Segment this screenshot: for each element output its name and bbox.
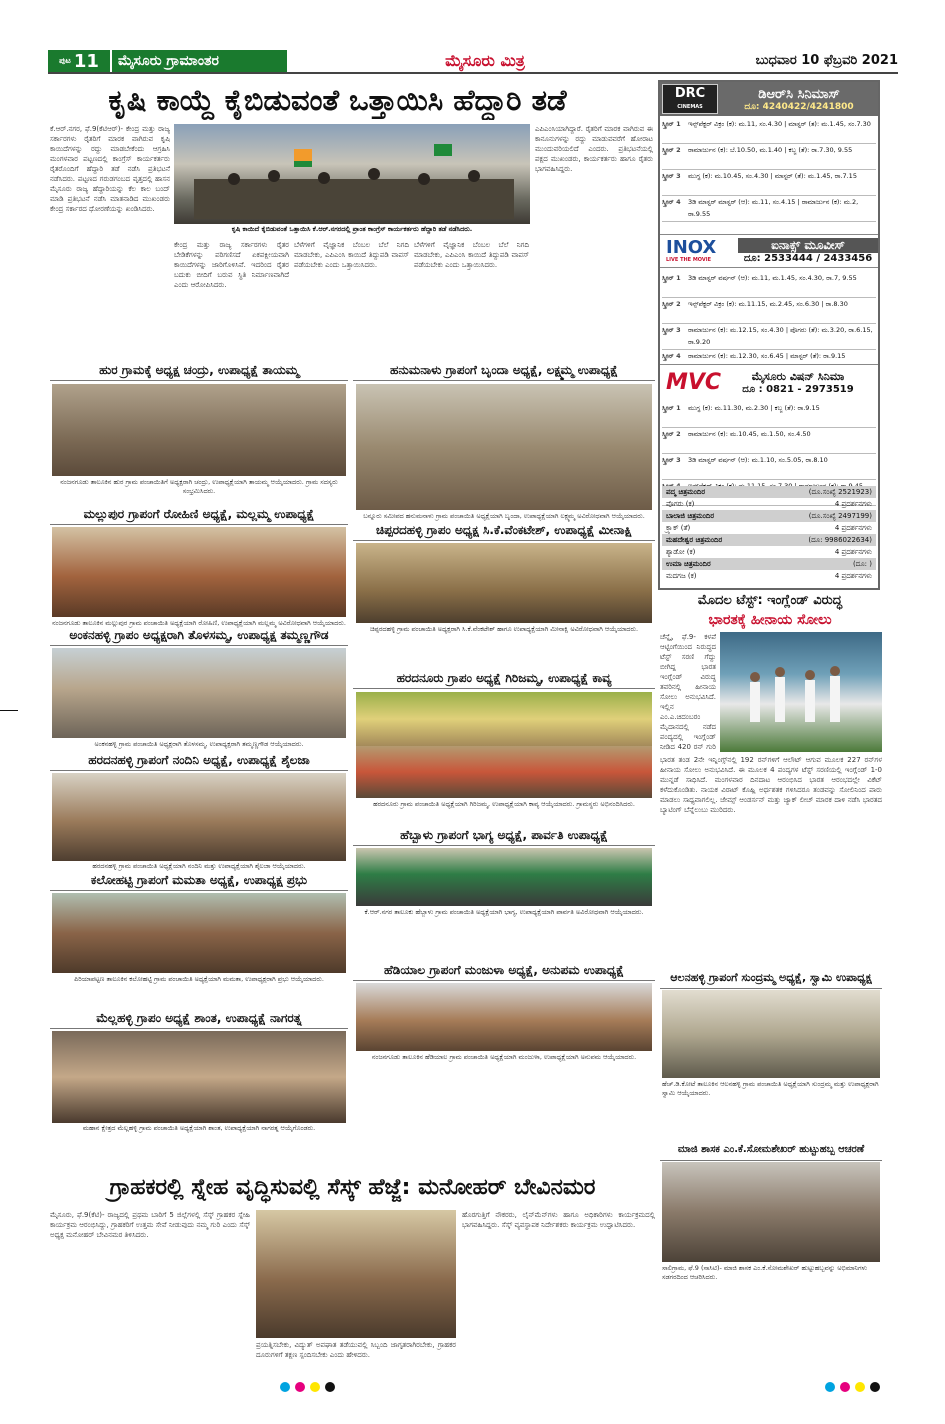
story10-photo	[356, 983, 652, 1051]
show-times: ರಾಮಾರ್ಜುನ (ಕ): ಬೆ.10.50, ಮ.1.40 | ಕಬ್ಜ (ತೆ): ರಾ.7.30, 9.55	[688, 146, 853, 154]
inox-logo	[660, 239, 738, 263]
drc-logo-sub: CINEMAS	[677, 104, 703, 110]
yellow-mark	[310, 1382, 320, 1392]
crop-mark	[0, 710, 18, 711]
black-mark	[325, 1382, 335, 1392]
sport-photo	[720, 632, 882, 752]
lead-col1: ಕೆ.ಆರ್.ನಗರ, ಫೆ.9(ಕೆಟಿಆರ್)- ಕೇಂದ್ರ ಮತ್ತು ರಾಜ್ಯ ಸರ್ಕಾರಗಳು ರೈತರಿಗೆ ಮಾರಕ ವಾಗಿರುವ ಕೃಷಿ ಕಾಯಿದೆಗಳನ್ನು ರದ್ದು ಮಾಡಬೇಕೆಂದು ಆಗ್ರಹಿಸಿ ಮಂಗಳವಾರ ಪಟ್ಟಣದಲ್ಲಿ ಕಾಂಗ್ರೆಸ್ ಕಾರ್ಯಕರ್ತರು ರೈತರೊಂದಿಗೆ ಹೆದ್ದಾರಿ ತಡೆ ನಡೆಸಿ ಪ್ರತಿಭಟನೆ ನಡೆಸಿದರು. ಪಟ್ಟಣದ ಗರುಡಗಂಬದ ವೃತ್ತದಲ್ಲಿ ಹಾಸನ ಮೈಸೂರು ರಾಜ್ಯ ಹೆದ್ದಾರಿಯನ್ನು ಕೆಲ ಕಾಲ ಬಂದ್ ಮಾಡಿ ಪ್ರತಿಭಟನೆ ನಡೆಸಿ ಮಾತನಾಡಿದ ಮುಖಂಡರು ಕೇಂದ್ರ ಸರ್ಕಾರದ ಧೋರಣೆಯನ್ನು ಖಂಡಿಸಿದರು.	[50, 125, 170, 213]
registration-marks-left	[280, 1382, 335, 1392]
story1-headline: ಹುರ ಗ್ರಾಮಕ್ಕೆ ಅಧ್ಯಕ್ಷ ಚಂದ್ರು, ಉಪಾಧ್ಯಕ್ಷೆ ತಾಯಮ್ಮ	[50, 360, 348, 381]
story11-photo	[52, 1031, 346, 1123]
story6-photo	[356, 692, 652, 746]
story7-caption: ಹರದನಹಳ್ಳಿ ಗ್ರಾಮ ಪಂಚಾಯಿತಿ ಅಧ್ಯಕ್ಷೆಯಾಗಿ ನಂದಿನಿ ಮತ್ತು ಉಪಾಧ್ಯಕ್ಷೆಯಾಗಿ ಶೈಲಜಾ ಆಯ್ಕೆಯಾದರು.	[92, 862, 306, 870]
issue-date: ಬುಧವಾರ 10 ಫೆಬ್ರವರಿ 2021	[755, 53, 898, 68]
inox-title: ಐನಾಕ್ಸ್ ಮೂವೀಸ್	[738, 238, 878, 253]
inox-tagline: LIVE THE MOVIE	[666, 257, 712, 263]
schedule-row	[662, 144, 876, 170]
story8-caption: ಕೆ.ಆರ್.ನಗರ ತಾಲೂಕು ಹೆಬ್ಬಾಳು ಗ್ರಾಮ ಪಂಚಾಯಿತಿ ಅಧ್ಯಕ್ಷೆಯಾಗಿ ಭಾಗ್ಯ, ಉಪಾಧ್ಯಕ್ಷೆಯಾಗಿ ಪಾರ್ವತಿ ಅವಿರೋಧವಾಗಿ ಆಯ್ಕೆಯಾದರು.	[364, 908, 644, 916]
theatre-name: ಬಾಲಾಜಿ ಚಿತ್ರಮಂದಿರ	[666, 512, 715, 520]
story6-photo-2	[356, 746, 652, 798]
schedule-row	[662, 170, 876, 196]
theatre-phone: (ದೂ.ಸಂಖ್ಯೆ 2497199)	[808, 512, 872, 520]
story4-photo	[356, 543, 652, 623]
schedule-row	[662, 196, 876, 222]
yellow-mark	[855, 1382, 865, 1392]
story12-caption: ಹೆಚ್.ಡಿ.ಕೋಟೆ ತಾಲೂಕಿನ ಆಲನಹಳ್ಳಿ ಗ್ರಾಮ ಪಂಚಾಯಿತಿ ಅಧ್ಯಕ್ಷೆಯಾಗಿ ಸುಂದ್ರಮ್ಮ ಮತ್ತು ಉಪಾಧ್ಯಕ್ಷರಾಗಿ ಸ್ವಾಮಿ ಆಯ್ಕೆಯಾದರು.	[662, 1080, 879, 1097]
lead-col3: ಬೆಳೆಗಳಿಗೆ ವೈಜ್ಞಾನಿಕ ಬೆಂಬಲ ಬೆಲೆ ನಿಗದಿ ಮಾಡಬೇಕು, ಎಪಿಎಂಸಿ ಕಾಯಿದೆ ತಿದ್ದುಪಡಿ ವಾಪಸ್ ಪಡೆಯಬೇಕು ಎಂದು ಒತ್ತಾಯಿಸಿದರು.	[294, 241, 409, 269]
lead-headline: ಕೃಷಿ ಕಾಯ್ದೆ ಕೈಬಿಡುವಂತೆ ಒತ್ತಾಯಿಸಿ ಹೆದ್ದಾರಿ ತಡೆ	[108, 83, 567, 117]
lead-col3b: ಬೆಳೆಗಳಿಗೆ ವೈಜ್ಞಾನಿಕ ಬೆಂಬಲ ಬೆಲೆ ನಿಗದಿ ಮಾಡಬೇಕು, ಎಪಿಎಂಸಿ ಕಾಯಿದೆ ತಿದ್ದುಪಡಿ ವಾಪಸ್ ಪಡೆಯಬೇಕು ಎಂದು ಒತ್ತಾಯಿಸಿದರು.	[414, 241, 529, 269]
schedule-row	[662, 428, 876, 454]
story10-caption: ನಂಜನಗೂಡು ತಾಲೂಕಿನ ಹೆಡಿಯಾಲ ಗ್ರಾಮ ಪಂಚಾಯಿತಿ ಅಧ್ಯಕ್ಷೆಯಾಗಿ ಮಂಜುಳಾ, ಉಪಾಧ್ಯಕ್ಷೆಯಾಗಿ ಅನುಪಮ ಆಯ್ಕೆಯಾದರು.	[371, 1053, 637, 1061]
section-title: ಮೈಸೂರು ಗ್ರಾಮಾಂತರ	[112, 50, 287, 72]
story12-headline: ಆಲನಹಳ್ಳಿ ಗ್ರಾಪಂಗೆ ಸುಂದ್ರಮ್ಮ ಅಧ್ಯಕ್ಷೆ, ಸ್ವಾಮಿ ಉಪಾಧ್ಯಕ್ಷ	[660, 968, 882, 989]
bottom-col2: ಪ್ರಯತ್ನಿಸಬೇಕು, ವಿದ್ಯುತ್ ಅಪಘಾತ ತಡೆಯುವಲ್ಲಿ ಸಿಬ್ಬಂದಿ ಜಾಗೃತರಾಗಿರಬೇಕು, ಗ್ರಾಹಕರ ದೂರುಗಳಿಗೆ ತಕ್ಷಣ ಸ್ಪಂದಿಸಬೇಕು ಎಂದು ಹೇಳಿದರು.	[256, 1341, 456, 1359]
screen-label: ಸ್ಕ್ರೀನ್ 2	[662, 300, 681, 308]
movie-title: ಮದಗಜ (ಕ)	[666, 572, 697, 580]
sport-body: ಭಾರತ ತಂಡ 2ನೇ ಇನ್ನಿಂಗ್ಸ್‌ನಲ್ಲಿ 192 ರನ್‌ಗಳಿಗೆ ಆಲೌಟ್ ಆಗುವ ಮೂಲಕ 227 ರನ್‌ಗಳ ಹೀನಾಯ ಸೋಲು ಅನುಭವಿಸಿದೆ. ಈ ಮೂಲಕ 4 ಪಂದ್ಯಗಳ ಟೆಸ್ಟ್ ಸರಣಿಯಲ್ಲಿ ಇಂಗ್ಲೆಂಡ್ 1-0 ಮುನ್ನಡೆ ಸಾಧಿಸಿದೆ. ಮಂಗಳವಾರ ದಿನದಾಟ ಆರಂಭಿಸಿದ ಭಾರತ ಆರಂಭದಲ್ಲೇ ವಿಕೆಟ್ ಕಳೆದುಕೊಂಡಿತು. ನಾಯಕ ವಿರಾಟ್ ಕೊಹ್ಲಿ ಅರ್ಧಶತಕ ಗಳಿಸಿದರೂ ತಂಡವನ್ನು ಸೋಲಿನಿಂದ ಪಾರು ಮಾಡಲು ಸಾಧ್ಯವಾಗಲಿಲ್ಲ. ಜೇಮ್ಸ್ ಆಂಡರ್ಸನ್ ಮತ್ತು ಜ್ಯಾಕ್ ಲೀಚ್ ಮಾರಕ ದಾಳಿ ನಡೆಸಿ ಭಾರತದ ಬ್ಯಾಟಿಂಗ್ ಬೆನ್ನೆಲುಬು ಮುರಿದರು.	[660, 756, 882, 814]
screen-label: ಸ್ಕ್ರೀನ್ 4	[662, 198, 681, 206]
theatre-name-row	[662, 558, 876, 570]
lead-photo-caption: ಕೃಷಿ ಕಾಯಿದೆ ಕೈಬಿಡುವಂತೆ ಒತ್ತಾಯಿಸಿ ಕೆ.ಆರ್.ನಗರದಲ್ಲಿ ಪ್ರಾಂತ ಕಾಂಗ್ರೆಸ್ ಕಾರ್ಯಕರ್ತರು ಹೆದ್ದಾರಿ ತಡೆ ನಡೆಸಿದರು.	[231, 225, 473, 233]
screen-label: ಸ್ಕ್ರೀನ್ 3	[662, 172, 681, 180]
show-times: ರಾಮಾರ್ಜುನ (ಕ): ಮ.12.15, ಸಂ.4.30 | ಪೊಗರು (ತೆ): ಮ.3.20, ರಾ.6.15, ರಾ.9.20	[688, 326, 873, 346]
theatre-phone: (ದೂ: 9986022634)	[808, 536, 872, 544]
story2-photo	[356, 384, 652, 510]
mvc-phone: ದೂ : 0821 - 2973519	[742, 384, 854, 395]
story8-headline: ಹೆಬ್ಬಾಳು ಗ್ರಾಪಂಗೆ ಭಾಗ್ಯ ಅಧ್ಯಕ್ಷೆ, ಪಾರ್ವತಿ ಉಪಾಧ್ಯಕ್ಷೆ	[353, 825, 655, 846]
story9-caption: ಪಿರಿಯಾಪಟ್ಟಣ ತಾಲೂಕಿನ ಕಲೋಹಟ್ಟಿ ಗ್ರಾಮ ಪಂಚಾಯಿತಿ ಅಧ್ಯಕ್ಷೆಯಾಗಿ ಮಮತಾ, ಉಪಾಧ್ಯಕ್ಷರಾಗಿ ಪ್ರಭು ಆಯ್ಕೆಯಾದರು.	[74, 975, 324, 983]
story6-headline: ಹರದನೂರು ಗ್ರಾಪಂ ಅಧ್ಯಕ್ಷೆ ಗಿರಿಜಮ್ಮ, ಉಪಾಧ್ಯಕ್ಷೆ ಕಾವ್ಯ	[353, 668, 655, 689]
story4-caption: ಚಿಪ್ಪರದಹಳ್ಳಿ ಗ್ರಾಮ ಪಂಚಾಯಿತಿ ಅಧ್ಯಕ್ಷರಾಗಿ ಸಿ.ಕೆ.ವೆಂಕಟೇಶ್ ಹಾಗೂ ಉಪಾಧ್ಯಕ್ಷೆಯಾಗಿ ಮೀನಾಕ್ಷಿ ಅವಿರೋಧವಾಗಿ ಆಯ್ಕೆಯಾದರು.	[369, 625, 639, 633]
drc-header	[660, 82, 878, 116]
story11-headline: ಮೆಲ್ಲಹಳ್ಳಿ ಗ್ರಾಪಂ ಅಧ್ಯಕ್ಷೆ ಶಾಂತ, ಉಪಾಧ್ಯಕ್ಷೆ ನಾಗರತ್ನ	[50, 1008, 348, 1029]
show-count: 4 ಪ್ರದರ್ಶನಗಳು	[834, 500, 872, 508]
mvc-schedule	[662, 402, 876, 482]
theatre-list	[662, 486, 876, 586]
theatre-phone: (ದೂ.ಸಂಖ್ಯೆ 2521923)	[808, 488, 872, 496]
mvc-title: ಮೈಸೂರು ವಿಷನ್ ಸಿನಿಮಾ	[751, 370, 845, 383]
story2-caption: ಬನ್ನೂರು ಸಮೀಪದ ಹನುಮನಾಳು ಗ್ರಾಮ ಪಂಚಾಯಿತಿ ಅಧ್ಯಕ್ಷೆಯಾಗಿ ಬೃಂದಾ, ಉಪಾಧ್ಯಕ್ಷೆಯಾಗಿ ಲಕ್ಷ್ಮಮ್ಮ ಅವಿರೋಧವಾಗಿ ಆಯ್ಕೆಯಾದರು.	[363, 512, 645, 520]
masthead-brand: ಮೈಸೂರು ಮಿತ್ರ	[445, 51, 525, 70]
show-times: 3ಡಿ ಮಾಸ್ಟರ್ ವರ್ಷನ್ (ಆ): ಮ.1.10, ಸಂ.5.05, ರಾ.8.10	[688, 456, 828, 464]
black-mark	[870, 1382, 880, 1392]
screen-label: ಸ್ಕ್ರೀನ್ 3	[662, 456, 681, 464]
theatre-name-row	[662, 534, 876, 546]
movie-title: ಪೊಗರು (ಕ)	[666, 500, 695, 508]
theatre-phone: (ದೂ: )	[852, 560, 872, 568]
story2-headline: ಹನುಮನಾಳು ಗ್ರಾಪಂಗೆ ಬೃಂದಾ ಅಧ್ಯಕ್ಷೆ, ಲಕ್ಷ್ಮಮ್ಮ ಉಪಾಧ್ಯಕ್ಷೆ	[353, 360, 655, 381]
schedule-row	[662, 402, 876, 428]
schedule-row	[662, 454, 876, 480]
movie-title: ಶ್ಯಾಡೋ (ಕ)	[666, 548, 696, 556]
bottom-photo	[256, 1210, 456, 1338]
story7-headline: ಹರದನಹಳ್ಳಿ ಗ್ರಾಪಂಗೆ ನಂದಿನಿ ಅಧ್ಯಕ್ಷೆ, ಉಪಾಧ್ಯಕ್ಷೆ ಶೈಲಜಾ	[50, 750, 348, 771]
story3-caption: ನಂಜನಗೂಡು ತಾಲೂಕಿನ ಮಲ್ಲುಪುರ ಗ್ರಾಮ ಪಂಚಾಯಿತಿ ಅಧ್ಯಕ್ಷೆಯಾಗಿ ರೋಹಿಣಿ, ಉಪಾಧ್ಯಕ್ಷೆಯಾಗಿ ಮಲ್ಲಮ್ಮ ಅವಿರೋಧವಾಗಿ ಆಯ್ಕೆಯಾದರು.	[52, 619, 346, 627]
theatre-name: ಮಹದೇಶ್ವರ ಚಿತ್ರಮಂದಿರ	[666, 536, 723, 544]
page-number	[48, 50, 110, 72]
story7-photo	[52, 773, 346, 861]
story13-photo	[662, 1162, 880, 1262]
screen-label: ಸ್ಕ್ರೀನ್ 1	[662, 120, 681, 128]
inox-header	[660, 234, 878, 268]
bottom-headline: ಗ್ರಾಹಕರಲ್ಲಿ ಸ್ನೇಹ ವೃದ್ಧಿಸುವಲ್ಲಿ ಸೆಸ್ಕ್ ಹೆಜ್ಜೆ: ಮನೋಹರ್ ಬೇವಿನಮರ	[109, 1175, 596, 1200]
story4-headline: ಚಿಪ್ಪರದಹಳ್ಳಿ ಗ್ರಾಪಂ ಅಧ್ಯಕ್ಷ ಸಿ.ಕೆ.ವೆಂಕಟೇಶ್, ಉಪಾಧ್ಯಕ್ಷೆ ಮೀನಾಕ್ಷಿ	[353, 520, 655, 541]
show-times: ಇನ್ಸ್‌ಪೆಕ್ಟರ್ ವಿಕ್ರಂ (ಕ): ಮ.11.15, ಮ.2.45, ಸಂ.6.30 | ರಾ.8.30	[688, 300, 848, 308]
story5-caption: ಅಂಕನಹಳ್ಳಿ ಗ್ರಾಮ ಪಂಚಾಯಿತಿ ಅಧ್ಯಕ್ಷರಾಗಿ ತೊಳಸಮ್ಮ, ಉಪಾಧ್ಯಕ್ಷರಾಗಿ ತಮ್ಮಣ್ಣಗೌಡ ಆಯ್ಕೆಯಾದರು.	[94, 740, 304, 748]
story11-caption: ಮಹಾನ ಕ್ಷೇತ್ರದ ಮೆಲ್ಲಹಳ್ಳಿ ಗ್ರಾಮ ಪಂಚಾಯಿತಿ ಅಧ್ಯಕ್ಷೆಯಾಗಿ ಶಾಂತ, ಉಪಾಧ್ಯಕ್ಷೆಯಾಗಿ ನಾಗರತ್ನ ಆಯ್ಕೆಗೊಂಡರು.	[82, 1124, 316, 1132]
screen-label: ಸ್ಕ್ರೀನ್ 1	[662, 404, 681, 412]
inox-logo-text: INOX	[666, 237, 717, 258]
theatre-movie-row	[662, 498, 876, 510]
show-times: 3ಡಿ ಮಾಸ್ಟರ್ ಮಾಸ್ಟರ್ (ಆ): ಮ.11, ಸಂ.4.15 | ರಾಮಾರ್ಜುನ (ಕ): ಮ.2, ರಾ.9.55	[688, 198, 859, 218]
schedule-row	[662, 324, 876, 350]
bottom-col3: ಹೊರಗುತ್ತಿಗೆ ನೌಕರರು, ಲೈನ್‌ಮೆನ್‌ಗಳು ಹಾಗೂ ಅಧಿಕಾರಿಗಳು ಕಾರ್ಯಕ್ರಮದಲ್ಲಿ ಭಾಗವಹಿಸಿದ್ದರು. ಸೆಸ್ಕ್ ವ್ಯವಸ್ಥಾಪಕ ನಿರ್ದೇಶಕರು ಕಾರ್ಯಕ್ರಮ ಉದ್ಘಾಟಿಸಿದರು.	[462, 1211, 655, 1229]
drc-title: ಡಿಆರ್‌ಸಿ ಸಿನಿಮಾಸ್	[758, 86, 840, 102]
sport-headline-2: ಭಾರತಕ್ಕೆ ಹೀನಾಯ ಸೋಲು	[708, 612, 832, 628]
theatre-name-row	[662, 486, 876, 498]
story3-headline: ಮಲ್ಲುಪುರ ಗ್ರಾಪಂಗೆ ರೋಹಿಣಿ ಅಧ್ಯಕ್ಷೆ, ಮಲ್ಲಮ್ಮ ಉಪಾಧ್ಯಕ್ಷೆ	[50, 504, 348, 525]
show-times: ರಾಮಾರ್ಜುನ (ಕ): ಮ.10.45, ಮ.1.50, ಸಂ.4.50	[688, 430, 811, 438]
mvc-header	[660, 364, 878, 400]
magenta-mark	[840, 1382, 850, 1392]
screen-label: ಸ್ಕ್ರೀನ್ 3	[662, 326, 681, 334]
mvc-logo: MVC	[666, 370, 722, 395]
drc-schedule	[662, 118, 876, 230]
screen-label: ಸ್ಕ್ರೀನ್ 1	[662, 274, 681, 282]
show-times: 3ಡಿ ಮಾಸ್ಟರ್ ವರ್ಷನ್ (ಆ): ಮ.11, ಮ.1.45, ಸಂ.4.30, ರಾ.7, 9.55	[688, 274, 857, 282]
magenta-mark	[295, 1382, 305, 1392]
sport-lead: ಚೆನ್ನೈ, ಫೆ.9- ಕಳಪೆ ಆಟ್ಟಿಂಗೆಯಿಂದ ನಿರುದ್ಧದ ಟೆಸ್ಟ್ ಸರಣಿ ಗೆದ್ದು ಬೀಗಿದ್ದ ಭಾರತ ಇಂಗ್ಲೆಂಡ್ ವಿರುದ್ಧ ತವರಿನಲ್ಲಿ ಹೀನಾಯ ಸೋಲು ಅನುಭವಿಸಿದೆ. ಇಲ್ಲಿನ ಎಂ.ಎ.ಚಿದಂಬರಂ ಮೈದಾನದಲ್ಲಿ ನಡೆದ ಪಂದ್ಯದಲ್ಲಿ ಇಂಗ್ಲೆಂಡ್ ನೀಡಿದ 420 ರನ್ ಗುರಿ	[660, 633, 716, 751]
story12-photo	[662, 990, 880, 1078]
story10-headline: ಹೆಡಿಯಾಲ ಗ್ರಾಪಂಗೆ ಮಂಜುಳಾ ಅಧ್ಯಕ್ಷೆ, ಅನುಪಮ ಉಪಾಧ್ಯಕ್ಷೆ	[353, 960, 655, 981]
screen-label: ಸ್ಕ್ರೀನ್ 2	[662, 430, 681, 438]
inox-phone: ದೂ: 2533444 / 2433456	[743, 253, 873, 264]
show-count: 4 ಪ್ರದರ್ಶನಗಳು	[834, 524, 872, 532]
theatre-movie-row	[662, 546, 876, 558]
schedule-row	[662, 272, 876, 298]
story1-photo	[52, 384, 346, 476]
screen-label: ಸ್ಕ್ರೀನ್ 2	[662, 146, 681, 154]
show-count: 4 ಪ್ರದರ್ಶನಗಳು	[834, 548, 872, 556]
registration-marks-right	[825, 1382, 880, 1392]
page-label: ಪುಟ	[59, 56, 71, 65]
cyan-mark	[280, 1382, 290, 1392]
screen-label: ಸ್ಕ್ರೀನ್ 4	[662, 352, 681, 360]
lead-col2: ಕೇಂದ್ರ ಮತ್ತು ರಾಜ್ಯ ಸರ್ಕಾರಗಳು ರೈತರ ಬೇಡಿಕೆಗಳನ್ನು ಪರಿಗಣಿಸದೆ ಏಕಪಕ್ಷೀಯವಾಗಿ ಕಾಯಿದೆಗಳನ್ನು ಜಾರಿಗೊಳಿಸಿವೆ. ಇದರಿಂದ ರೈತರ ಬದುಕು ಬೀದಿಗೆ ಬರುವ ಸ್ಥಿತಿ ನಿರ್ಮಾಣವಾಗಿದೆ ಎಂದು ಆರೋಪಿಸಿದರು.	[174, 241, 289, 289]
story3-photo	[52, 527, 346, 617]
lead-col4: ಎಪಿಎಂಸಿಯಾಗಿದ್ದಾರೆ. ರೈತರಿಗೆ ಮಾರಕ ವಾಗಿರುವ ಈ ಕಾನೂನುಗಳನ್ನು ರದ್ದು ಮಾಡುವವರೆಗೆ ಹೋರಾಟ ಮುಂದುವರಿಯಲಿದೆ ಎಂದರು. ಪ್ರತಿಭಟನೆಯಲ್ಲಿ ಪಕ್ಷದ ಮುಖಂಡರು, ಕಾರ್ಯಕರ್ತರು ಹಾಗೂ ರೈತರು ಭಾಗವಹಿಸಿದ್ದರು.	[535, 125, 653, 173]
story13-caption: ಸಾಲಿಗ್ರಾಮ, ಫೆ.9 (ಸಾಸಿಟಿ)- ಮಾಜಿ ಶಾಸಕ ಎಂ.ಕೆ.ಸೋಮಶೇಖರ್ ಹುಟ್ಟುಹಬ್ಬವನ್ನು ಅಭಿಮಾನಿಗಳು ಸಡಗರದಿಂದ ಆಚರಿಸಿದರು.	[662, 1264, 868, 1281]
story6-caption: ಹರದನೂರು ಗ್ರಾಮ ಪಂಚಾಯಿತಿ ಅಧ್ಯಕ್ಷೆಯಾಗಿ ಗಿರಿಜಮ್ಮ, ಉಪಾಧ್ಯಕ್ಷೆಯಾಗಿ ಕಾವ್ಯ ಆಯ್ಕೆಯಾದರು. ಗ್ರಾಮಸ್ಥರು ಅಭಿನಂದಿಸಿದರು.	[373, 800, 635, 808]
theatre-name: ಉಮಾ ಚಿತ್ರಮಂದಿರ	[666, 560, 711, 568]
cyan-mark	[825, 1382, 835, 1392]
story8-photo	[356, 848, 652, 906]
schedule-row	[662, 118, 876, 144]
cricket-team-image	[720, 632, 882, 752]
theatre-name-row	[662, 510, 876, 522]
theatre-movie-row	[662, 522, 876, 534]
page-number-value: 11	[73, 50, 99, 72]
story1-caption: ನಂಜನಗೂಡು ತಾಲೂಕಿನ ಹುರ ಗ್ರಾಮ ಪಂಚಾಯಿತಿಗೆ ಅಧ್ಯಕ್ಷರಾಗಿ ಚಂದ್ರು, ಉಪಾಧ್ಯಕ್ಷೆಯಾಗಿ ತಾಯಮ್ಮ ಆಯ್ಕೆಯಾದರು. ಗ್ರಾಮ ಸದಸ್ಯರು ಸಂಭ್ರಮಿಸಿದರು.	[60, 478, 338, 495]
story9-photo	[52, 893, 346, 973]
show-times: ರಾಮಾರ್ಜುನ (ಕ): ಮ.12.30, ಸಂ.6.45 | ಮಾಸ್ಟರ್ (ತೆ): ರಾ.9.15	[688, 352, 846, 360]
movie-title: ಕ್ರ್ಯಾಕ್ (ತೆ)	[666, 524, 691, 532]
lead-photo	[174, 124, 530, 224]
show-times: ಮುಗ್ಧ (ಕ): ಮ.10.45, ಸಂ.4.30 | ಮಾಸ್ಟರ್ (ತೆ): ಮ.1.45, ರಾ.7.15	[688, 172, 857, 180]
drc-phone: ದೂ: 4240422/4241800	[744, 101, 854, 112]
schedule-row	[662, 298, 876, 324]
drc-logo	[662, 84, 718, 114]
show-times: ಮುಗ್ಧ (ಕ): ಮ.11.30, ಮ.2.30 | ಕಬ್ಜ (ತೆ): ರಾ.9.15	[688, 404, 820, 412]
bottom-col1: ಮೈಸೂರು, ಫೆ.9(ಕೆಟಿ)- ರಾಜ್ಯದಲ್ಲಿ ಪ್ರಥಮ ಬಾರಿಗೆ 5 ಜಿಲ್ಲೆಗಳಲ್ಲಿ ಸೆಸ್ಕ್ ಗ್ರಾಹಕರ ಸ್ನೇಹಿ ಕಾರ್ಯಕ್ರಮ ಆರಂಭಿಸಿದ್ದು, ಗ್ರಾಹಕರಿಗೆ ಉತ್ತಮ ಸೇವೆ ನೀಡುವುದು ನಮ್ಮ ಗುರಿ ಎಂದು ಸೆಸ್ಕ್ ಅಧ್ಯಕ್ಷ ಮನೋಹರ್ ಬೇವಿನಮರ ತಿಳಿಸಿದರು.	[50, 1211, 250, 1239]
show-times: ಇನ್ಸ್‌ಪೆಕ್ಟರ್ ವಿಕ್ರಂ (ಕ): ಮ.11, ಸಂ.4.30 | ಮಾಸ್ಟರ್ (ತ): ಮ.1.45, ಸಂ.7.30	[688, 120, 871, 128]
story5-photo	[52, 648, 346, 738]
theatre-movie-row	[662, 570, 876, 582]
inox-schedule	[662, 272, 876, 362]
drc-logo-text: DRC	[674, 86, 706, 101]
story13-headline: ಮಾಜಿ ಶಾಸಕ ಎಂ.ಕೆ.ಸೋಮಶೇಖರ್ ಹುಟ್ಟುಹಬ್ಬ ಆಚರಣೆ	[660, 1140, 882, 1161]
sport-headline-1: ಮೊದಲ ಟೆಸ್ಟ್: ಇಂಗ್ಲೆಂಡ್ ವಿರುದ್ಧ	[697, 593, 843, 608]
protest-crowd-image	[174, 124, 530, 224]
story9-headline: ಕಲೋಹಟ್ಟಿ ಗ್ರಾಪಂಗೆ ಮಮತಾ ಅಧ್ಯಕ್ಷೆ, ಉಪಾಧ್ಯಕ್ಷ ಪ್ರಭು	[50, 870, 348, 891]
show-count: 4 ಪ್ರದರ್ಶನಗಳು	[834, 572, 872, 580]
story5-headline: ಅಂಕನಹಳ್ಳಿ ಗ್ರಾಪಂ ಅಧ್ಯಕ್ಷರಾಗಿ ತೊಳಸಮ್ಮ, ಉಪಾಧ್ಯಕ್ಷ ತಮ್ಮಣ್ಣಗೌಡ	[50, 625, 348, 646]
theatre-name: ಪದ್ಮ ಚಿತ್ರಮಂದಿರ	[666, 488, 706, 496]
